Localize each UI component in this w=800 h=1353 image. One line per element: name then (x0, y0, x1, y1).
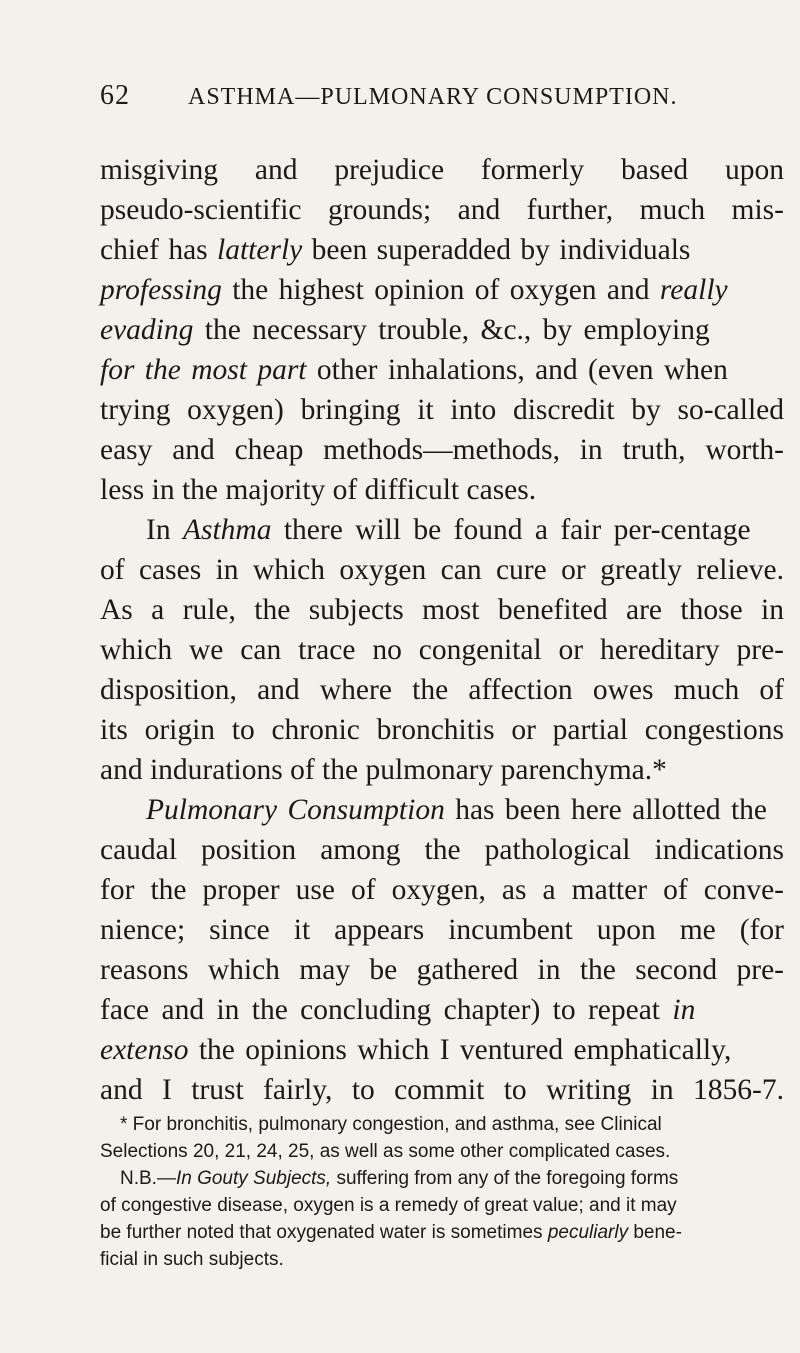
italic-text: for the most part (100, 354, 307, 386)
text-line: nience; since it appears incumbent upon me (for (100, 914, 784, 946)
text-line: its origin to chronic bronchitis or partial congestions (100, 714, 784, 746)
italic-text: professing (100, 274, 222, 306)
text-line: less in the majority of difficult cases. (100, 474, 537, 506)
italic-text: in (672, 994, 696, 1026)
footnote-line: N.B.—In Gouty Subjects, suffering from any of the foregoing forms (120, 1168, 679, 1189)
text-line: caudal position among the pathological indications (100, 834, 784, 866)
footnote-line: Selections 20, 21, 24, 25, as well as some other complicated cases. (100, 1141, 671, 1162)
running-head: ASTHMA—PULMONARY CONSUMPTION. (188, 84, 678, 110)
text-line: for the most part other inhalations, and (even when (100, 354, 728, 386)
italic-text: really (659, 274, 728, 306)
text-line: misgiving and prejudice formerly based upon (100, 154, 784, 186)
italic-text: In Gouty Subjects, (175, 1168, 332, 1189)
italic-text: Pulmonary Consumption (146, 794, 445, 826)
page-number: 62 (100, 80, 130, 111)
text-line: extenso the opinions which I ventured emphatically, (100, 1034, 732, 1066)
text-line: Pulmonary Consumption has been here allotted the (146, 794, 767, 826)
italic-text: evading (100, 314, 194, 346)
footnote-line: be further noted that oxygenated water is sometimes peculiarly bene- (100, 1222, 682, 1243)
text-line: As a rule, the subjects most benefited are those in (100, 594, 784, 626)
text-line: and indurations of the pulmonary parenchyma.* (100, 754, 667, 786)
text-line: reasons which may be gathered in the second pre- (100, 954, 784, 986)
text-line: In Asthma there will be found a fair per-centage (146, 514, 751, 546)
text-line: face and in the concluding chapter) to repeat in (100, 994, 696, 1026)
footnote-line: of congestive disease, oxygen is a remedy of great value; and it may (100, 1195, 677, 1216)
text-line: which we can trace no congenital or hereditary pre- (100, 634, 784, 666)
page-header (100, 80, 740, 120)
footnote-line: * For bronchitis, pulmonary congestion, and asthma, see Clinical (120, 1114, 662, 1135)
italic-text: Asthma (182, 514, 272, 546)
text-line: chief has latterly been superadded by individuals (100, 234, 691, 266)
text-line: professing the highest opinion of oxygen and really (100, 274, 728, 306)
text-line: disposition, and where the affection owes much of (100, 674, 784, 706)
footnote-line: ficial in such subjects. (100, 1249, 284, 1270)
text-line: and I trust fairly, to commit to writing in 1856-7. (100, 1074, 784, 1106)
text-line: pseudo-scientific grounds; and further, much mis- (100, 194, 784, 226)
text-line: for the proper use of oxygen, as a matter of conve- (100, 874, 784, 906)
text-line: evading the necessary trouble, &c., by employing (100, 314, 710, 346)
text-line: easy and cheap methods—methods, in truth, worth- (100, 434, 784, 466)
italic-text: peculiarly (547, 1222, 629, 1243)
text-line: trying oxygen) bringing it into discredit by so-called (100, 394, 784, 426)
italic-text: latterly (217, 234, 303, 266)
italic-text: extenso (100, 1034, 189, 1066)
text-line: of cases in which oxygen can cure or greatly relieve. (100, 554, 784, 586)
